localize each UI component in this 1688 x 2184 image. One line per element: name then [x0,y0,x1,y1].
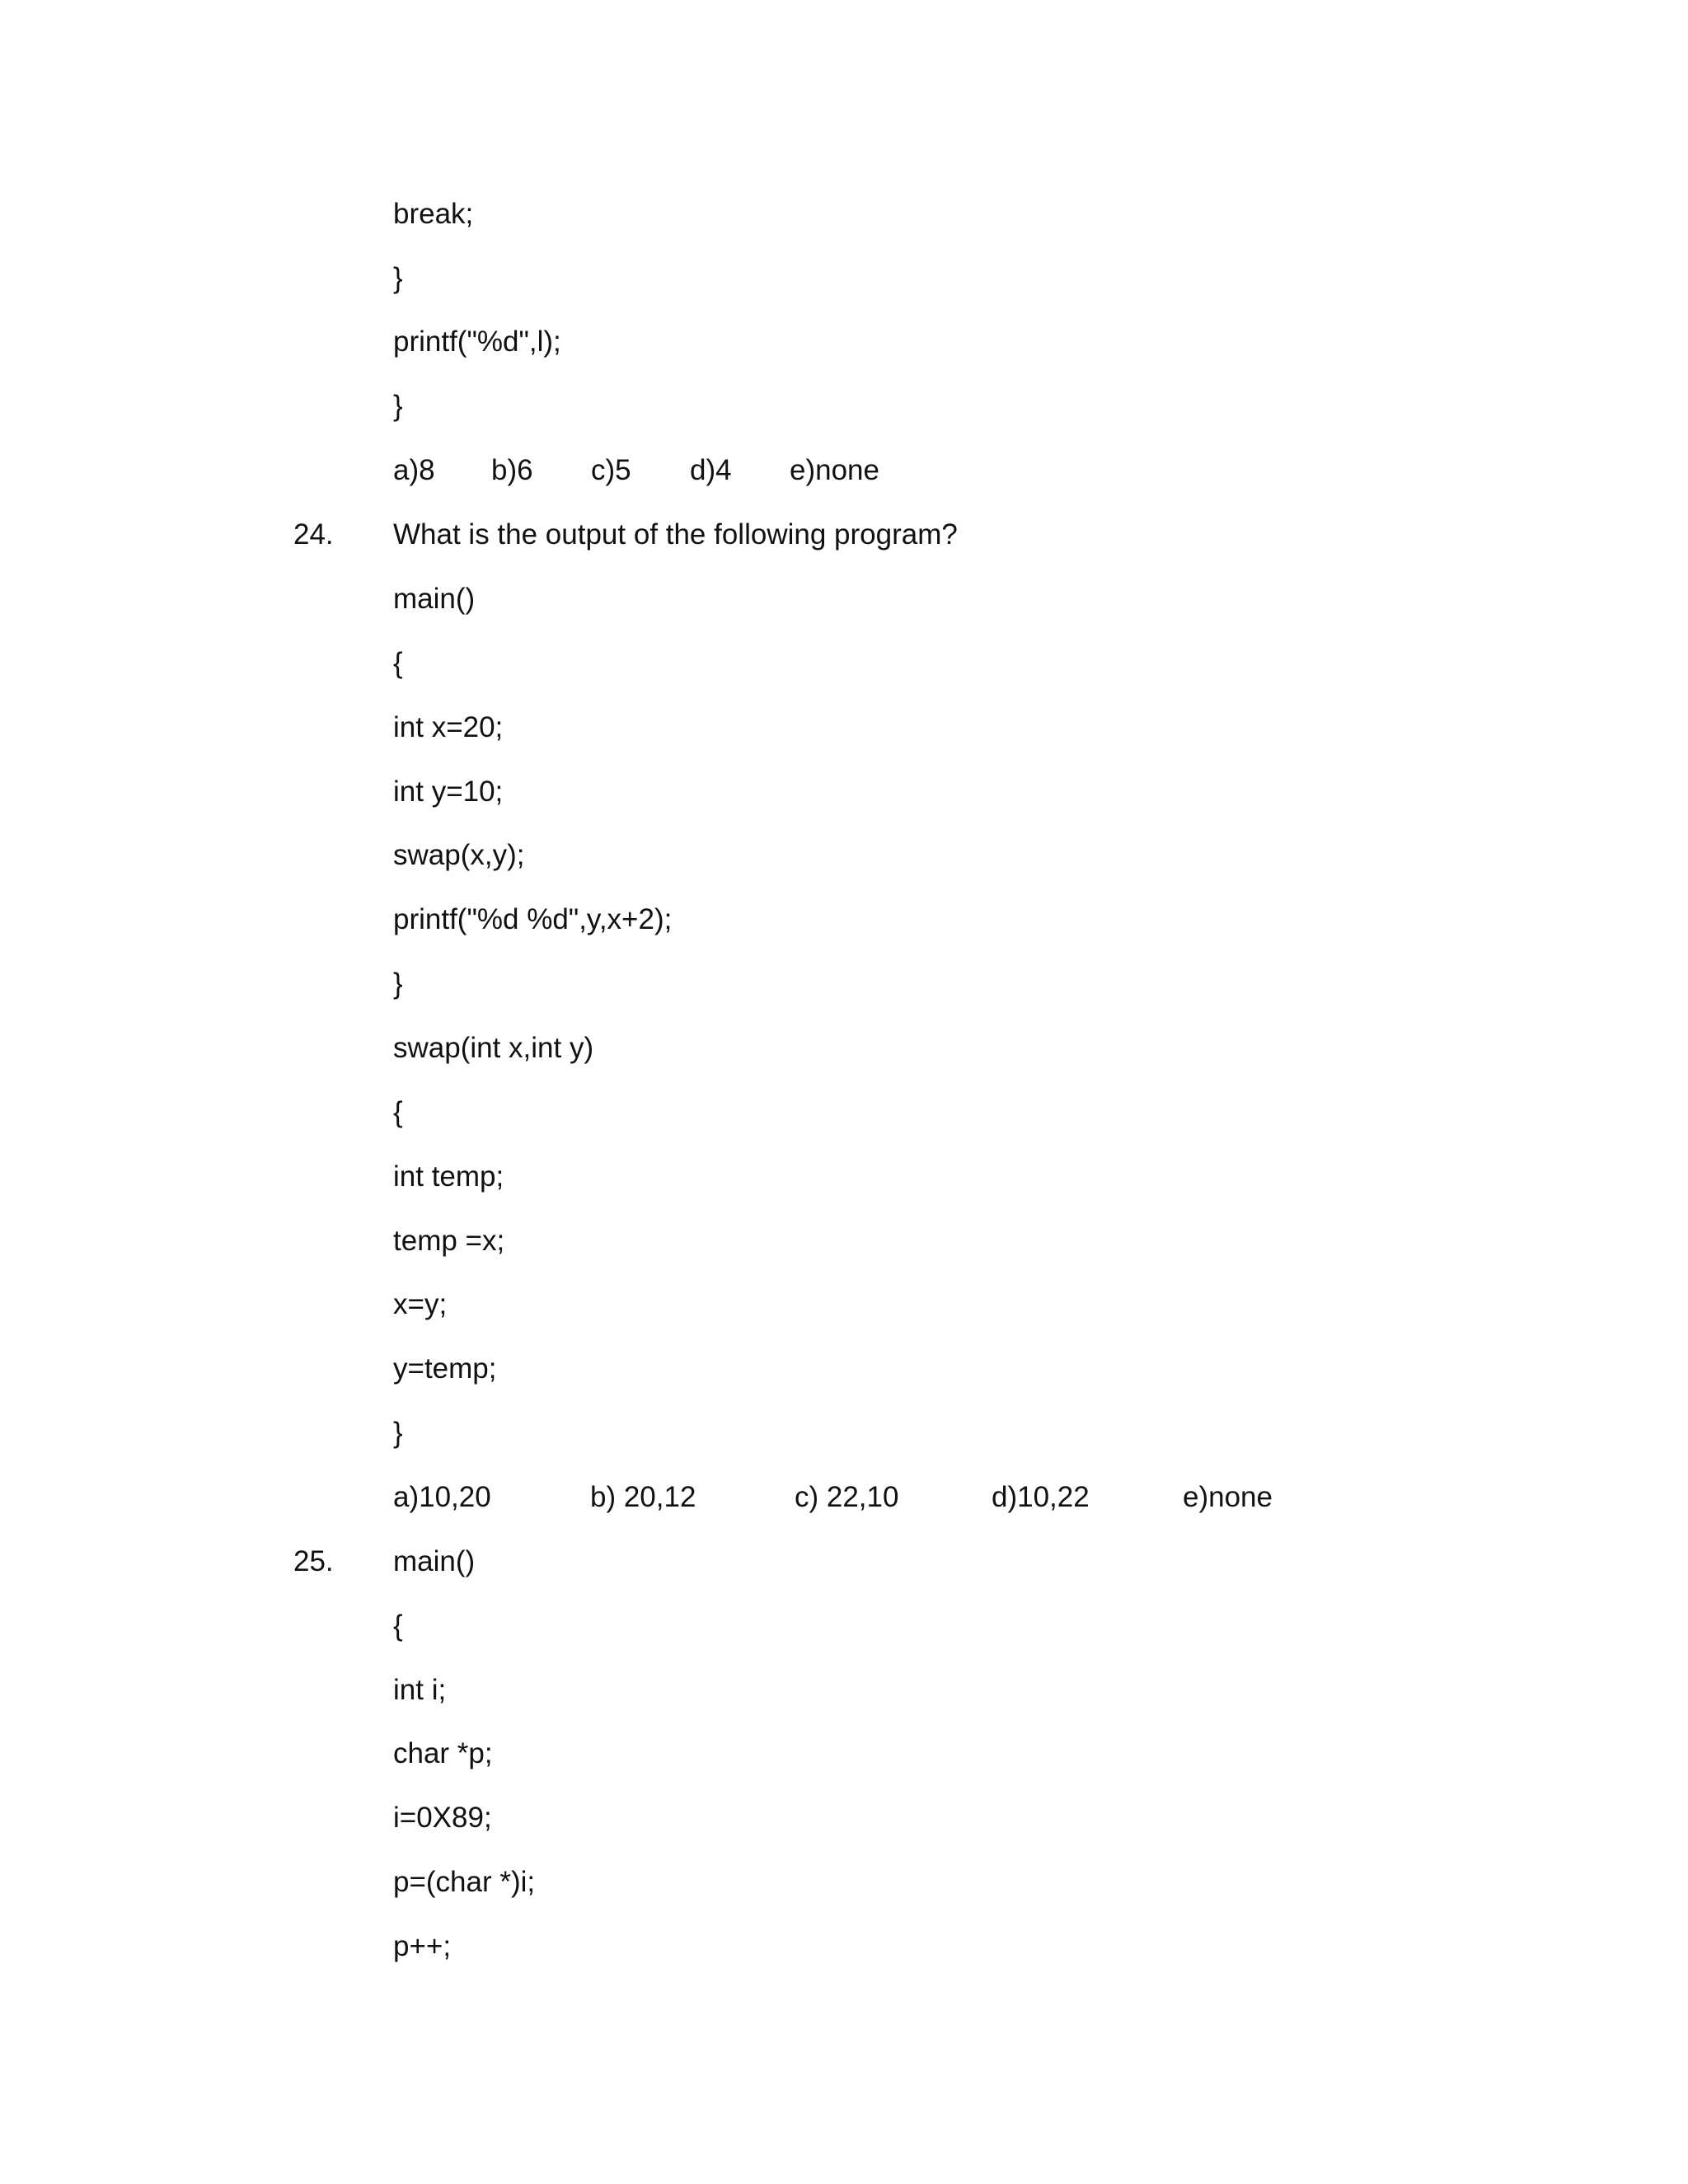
option-b: b)6 [491,454,533,486]
code-line: int y=10; [393,776,504,808]
option-e: e)none [1183,1481,1273,1513]
code-line: p++; [393,1930,452,1962]
option-c: c)5 [591,454,631,486]
code-line: x=y; [393,1288,448,1320]
question-number: 24. [293,518,334,551]
q23-options [393,452,1382,489]
code-line: int x=20; [393,711,504,743]
code-line: int i; [393,1674,447,1706]
code-line: } [393,262,403,294]
option-b: b) 20,12 [590,1481,696,1513]
question-number: 25. [293,1545,334,1577]
code-line: i=0X89; [393,1802,492,1834]
code-line: break; [393,198,474,230]
option-a: a)10,20 [393,1481,491,1513]
code-line: int temp; [393,1160,504,1193]
option-a: a)8 [393,454,435,486]
option-d: d)4 [690,454,732,486]
code-line: main() [393,1545,476,1577]
q24-options [393,1479,1382,1516]
code-line: temp =x; [393,1225,505,1257]
code-line: { [393,647,403,679]
code-line: p=(char *)i; [393,1866,536,1898]
code-line: swap(x,y); [393,839,525,871]
code-line: char *p; [393,1737,493,1769]
code-line: } [393,968,403,1000]
option-e: e)none [790,454,879,486]
code-line: y=temp; [393,1352,497,1385]
option-c: c) 22,10 [795,1481,899,1513]
option-d: d)10,22 [992,1481,1090,1513]
code-line: { [393,1096,403,1128]
code-line: { [393,1610,403,1642]
code-line: } [393,1417,403,1449]
code-line: } [393,390,403,422]
code-line: printf("%d",l); [393,326,561,358]
code-line: printf("%d %d",y,x+2); [393,903,673,935]
code-line: swap(int x,int y) [393,1032,594,1064]
code-line: main() [393,583,476,615]
question-text: What is the output of the following program? [393,518,958,551]
